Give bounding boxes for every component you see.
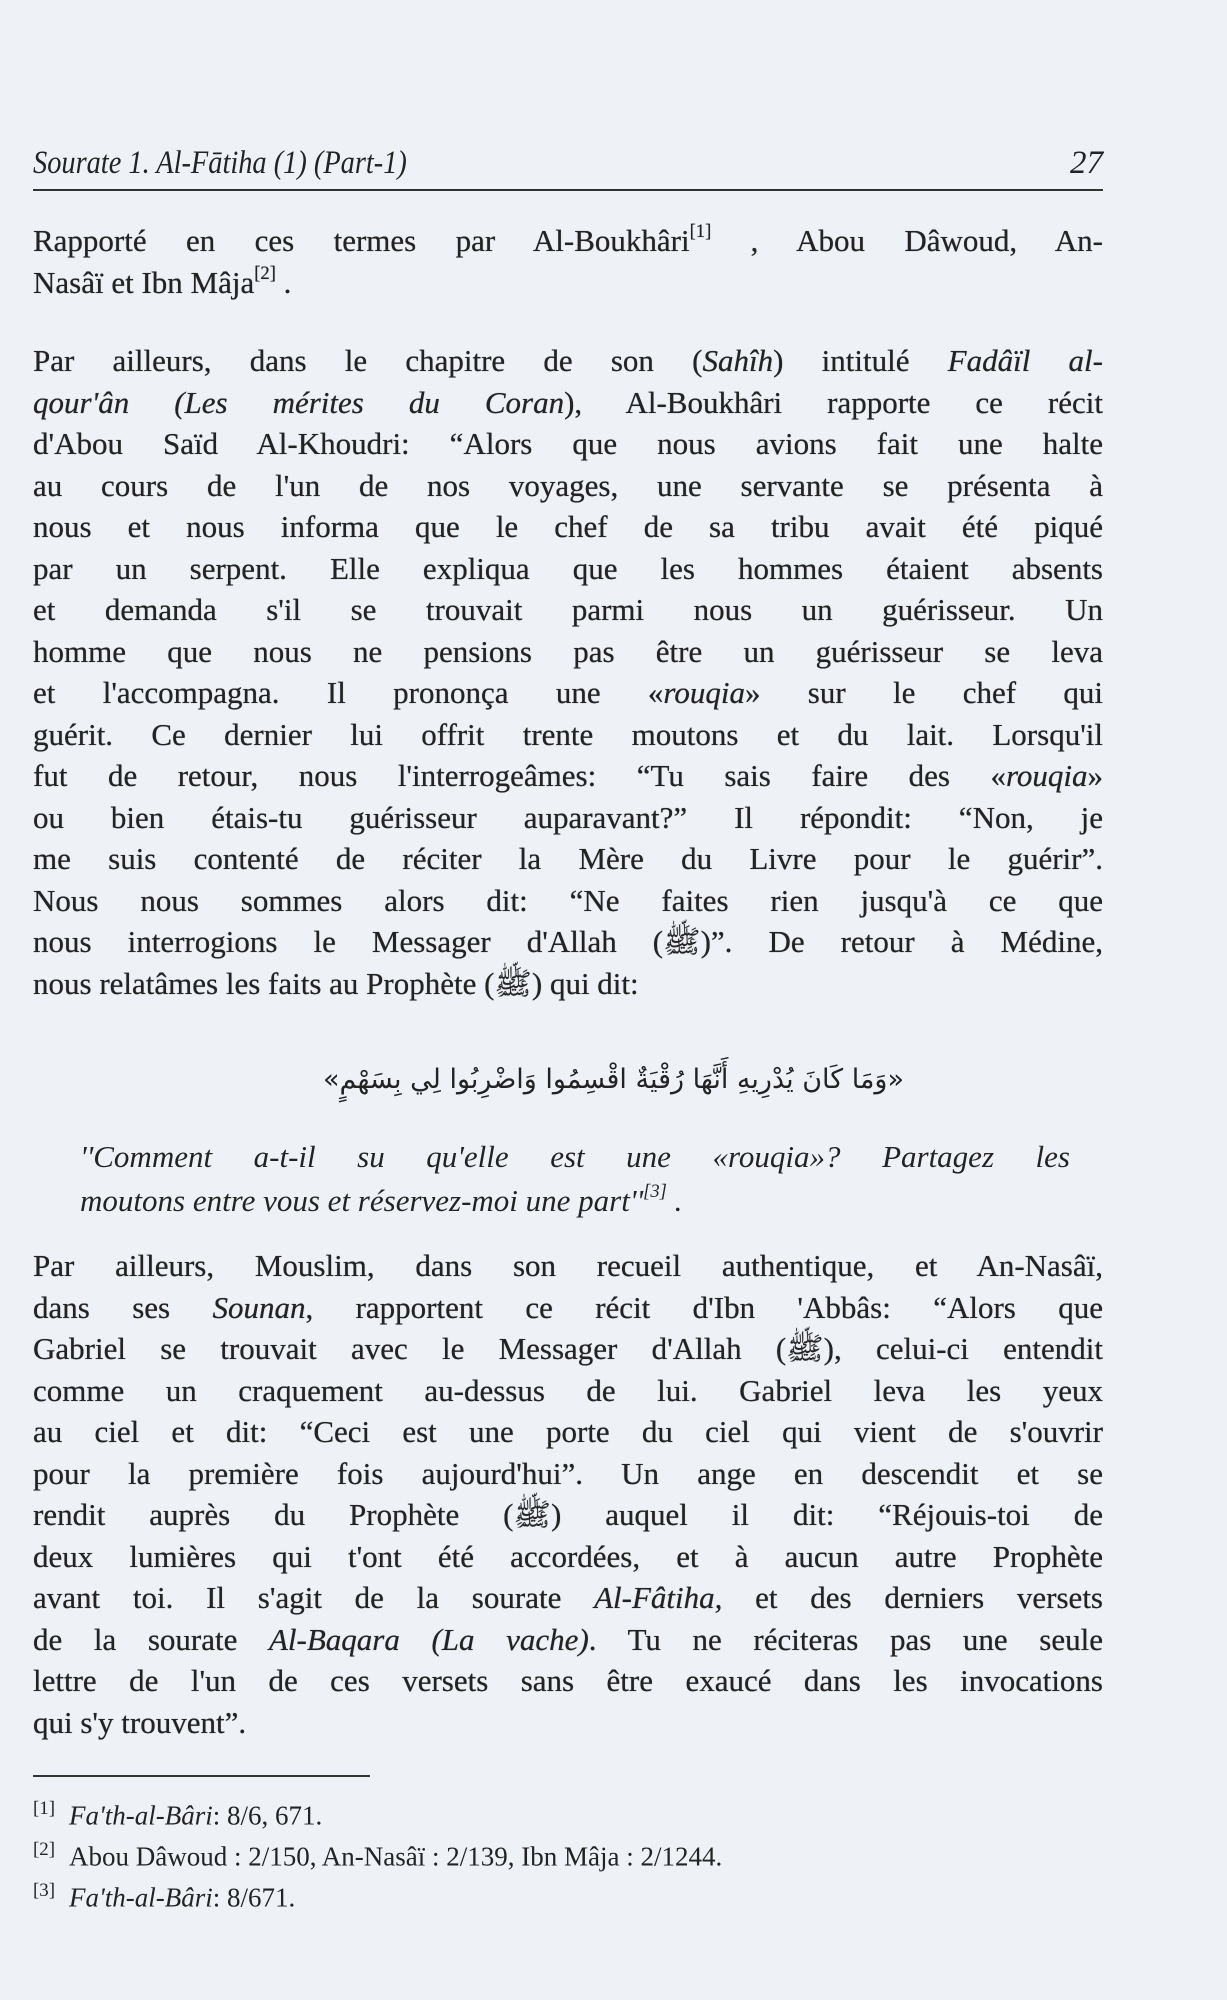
text-line bbox=[33, 1619, 1103, 1661]
translation-quote bbox=[80, 1135, 1070, 1223]
text-run: Par ailleurs, Mouslim, dans son recueil authentique, et An-Nasâï, bbox=[33, 1248, 1103, 1283]
text-line bbox=[33, 465, 1103, 507]
text-run: au ciel et dit: “Ceci est une porte du ciel qui vient de s'ouvrir bbox=[33, 1414, 1103, 1449]
paragraph-2 bbox=[33, 340, 1103, 1004]
paragraph-1 bbox=[33, 220, 1103, 303]
text-line bbox=[33, 631, 1103, 673]
text-line bbox=[33, 1660, 1103, 1702]
text-run: de la sourate bbox=[33, 1621, 269, 1657]
text-line bbox=[80, 1179, 1070, 1223]
text-line bbox=[33, 963, 1103, 1005]
text-line bbox=[33, 1702, 1103, 1744]
text-line bbox=[33, 506, 1103, 548]
text-line bbox=[33, 382, 1103, 424]
text-run: » bbox=[1087, 758, 1103, 793]
footnote-source: Fa'th-al-Bâri bbox=[69, 1800, 213, 1831]
text-run: lettre de l'un de ces versets sans être exaucé dans les invocations bbox=[33, 1663, 1103, 1698]
footnote-mark: [1] bbox=[33, 1798, 56, 1819]
text-line bbox=[33, 1370, 1103, 1412]
italic-text: rouqia bbox=[663, 675, 745, 710]
text-line bbox=[33, 921, 1103, 963]
text-run: ) intitulé bbox=[773, 343, 948, 378]
text-line bbox=[33, 1245, 1103, 1287]
text-line bbox=[33, 220, 1103, 262]
text-run: comme un craquement au-dessus de lui. Gabriel leva les yeux bbox=[33, 1372, 1103, 1408]
text-run: rendit auprès du Prophète (ﷺ) auquel il dit: “Réjouis-toi de bbox=[33, 1497, 1104, 1532]
text-line bbox=[33, 1536, 1103, 1578]
text-line bbox=[33, 797, 1103, 839]
text-line bbox=[33, 1328, 1103, 1370]
text-run: qui s'y trouvent”. bbox=[33, 1704, 247, 1740]
text-run: dans ses bbox=[33, 1289, 213, 1325]
running-header bbox=[33, 145, 1103, 191]
text-run: au cours de l'un de nos voyages, une servante se présenta à bbox=[33, 467, 1103, 503]
text-run: Nous nous sommes alors dit: “Ne faites rien jusqu'à ce que bbox=[33, 882, 1103, 918]
text-line bbox=[33, 1287, 1103, 1329]
text-line bbox=[33, 1577, 1103, 1619]
footnote-reference: [1] bbox=[689, 221, 712, 243]
text-line bbox=[33, 262, 1103, 304]
italic-text: Al-Fâtiha, bbox=[594, 1580, 723, 1615]
text-line bbox=[33, 672, 1103, 714]
italic-text: rouqia bbox=[1005, 758, 1088, 793]
text-run: deux lumières qui t'ont été accordées, et à aucun autre Prophète bbox=[33, 1538, 1103, 1574]
text-run: avant toi. Il s'agit de la sourate bbox=[33, 1580, 595, 1615]
text-run: Rapporté en ces termes par Al-Boukhâri bbox=[33, 223, 690, 258]
italic-text: Al-Baqara (La vache) bbox=[269, 1621, 589, 1657]
text-run: et des derniers versets bbox=[722, 1580, 1103, 1615]
footnote-reference: [2] bbox=[254, 262, 276, 284]
chapter-title: Sourate 1. Al-Fātiha (1) (Part-1) bbox=[33, 145, 407, 181]
text-run: Nasâï et Ibn Mâja bbox=[33, 264, 255, 300]
text-line bbox=[33, 755, 1103, 797]
footnote-mark: [2] bbox=[33, 1839, 56, 1860]
text-line bbox=[33, 423, 1103, 465]
text-run: . bbox=[666, 1183, 683, 1218]
italic-text: Sounan bbox=[212, 1289, 306, 1325]
footnote bbox=[33, 1870, 722, 1911]
text-line bbox=[33, 1453, 1103, 1495]
text-run: et demanda s'il se trouvait parmi nous un guérisseur. Un bbox=[33, 592, 1103, 627]
text-run: . Tu ne réciteras pas une seule bbox=[588, 1621, 1103, 1657]
text-run: par un serpent. Elle expliqua que les hommes étaient absents bbox=[33, 550, 1103, 586]
footnote-reference-text: Abou Dâwoud : 2/150, An-Nasâï : 2/139, Ibn Mâja : 2/1244. bbox=[69, 1841, 723, 1872]
text-run: Par ailleurs, dans le chapitre de son ( bbox=[33, 343, 703, 378]
footnote-reference-text: : 8/6, 671. bbox=[212, 1800, 323, 1831]
text-line bbox=[33, 880, 1103, 922]
text-run: me suis contenté de réciter la Mère du Livre pour le guérir”. bbox=[33, 841, 1103, 876]
text-line bbox=[33, 340, 1103, 382]
text-run: moutons entre vous et réservez-moi une part'' bbox=[80, 1183, 644, 1218]
text-run: guérit. Ce dernier lui offrit trente moutons et du lait. Lorsqu'il bbox=[33, 716, 1103, 752]
text-line bbox=[33, 714, 1103, 756]
footnote-reference: [3] bbox=[643, 1181, 667, 1203]
text-run: ''Comment a-t-il su qu'elle est une «rouqia»? Partagez les bbox=[80, 1139, 1070, 1174]
footnote bbox=[33, 1788, 722, 1829]
text-run: et l'accompagna. Il prononça une « bbox=[33, 675, 664, 710]
footnote-mark: [3] bbox=[33, 1880, 56, 1901]
footnote-divider bbox=[33, 1775, 370, 1777]
arabic-hadith-quote: «وَمَا كَانَ يُدْرِيهِ أَنَّهَا رُقْيَةٌ اقْسِمُوا وَاضْرِبُوا لِي بِسَهْمٍ» bbox=[323, 1064, 904, 1095]
text-run: d'Abou Saïd Al-Khoudri: “Alors que nous avions fait une halte bbox=[33, 426, 1103, 461]
footnote-reference-text: : 8/671. bbox=[212, 1882, 296, 1913]
text-run: , rapportent ce récit d'Ibn 'Abbâs: “Alors que bbox=[305, 1289, 1103, 1325]
paragraph-3 bbox=[33, 1245, 1103, 1743]
text-line bbox=[33, 589, 1103, 631]
text-run: nous et nous informa que le chef de sa tribu avait été piqué bbox=[33, 509, 1103, 544]
italic-text: qour'ân (Les mérites du Coran bbox=[33, 384, 565, 420]
text-run: nous interrogions le Messager d'Allah (ﷺ)”. De retour à Médine, bbox=[33, 924, 1103, 959]
text-line bbox=[33, 838, 1103, 880]
text-run: Gabriel se trouvait avec le Messager d'Allah (ﷺ), celui-ci entendit bbox=[33, 1331, 1103, 1366]
italic-text: Sahîh bbox=[702, 343, 774, 378]
italic-text: Fadâïl al- bbox=[947, 343, 1103, 378]
page-number: 27 bbox=[1070, 145, 1103, 181]
text-run: » sur le chef qui bbox=[744, 675, 1103, 710]
text-run: . bbox=[275, 264, 292, 300]
text-run: pour la première fois aujourd'hui”. Un ange en descendit et se bbox=[33, 1455, 1103, 1491]
text-line bbox=[80, 1135, 1070, 1179]
text-run: ), Al-Boukhâri rapporte ce récit bbox=[564, 384, 1103, 420]
text-line bbox=[33, 1494, 1103, 1536]
text-run: nous relatâmes les faits au Prophète (ﷺ) qui dit: bbox=[33, 965, 639, 1001]
footnotes bbox=[33, 1788, 722, 1911]
text-run: fut de retour, nous l'interrogeâmes: “Tu sais faire des « bbox=[33, 758, 1006, 793]
text-line bbox=[33, 548, 1103, 590]
text-run: ou bien étais-tu guérisseur auparavant?” Il répondit: “Non, je bbox=[33, 799, 1103, 835]
text-run: , Abou Dâwoud, An- bbox=[711, 223, 1103, 258]
footnote bbox=[33, 1829, 722, 1870]
text-line bbox=[33, 1411, 1103, 1453]
footnote-source: Fa'th-al-Bâri bbox=[69, 1882, 213, 1913]
text-run: homme que nous ne pensions pas être un guérisseur se leva bbox=[33, 633, 1103, 669]
